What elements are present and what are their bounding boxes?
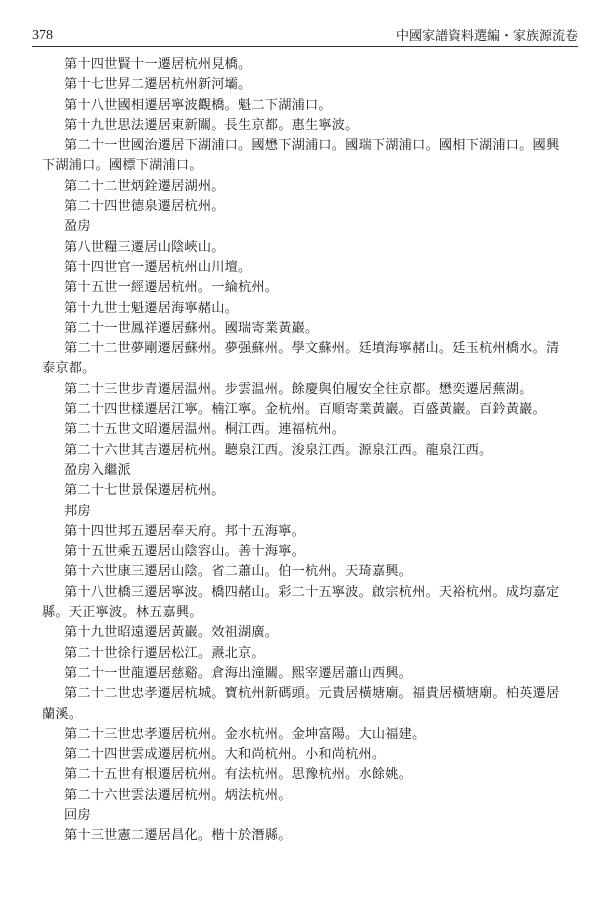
paragraph: 第十五世乘五遷居山陰容山。善十海寧。	[64, 544, 305, 560]
page-header	[32, 22, 578, 44]
paragraph: 第二十五世文昭遷居温州。桐江西。連福杭州。	[64, 422, 346, 438]
paragraph: 第二十一世國治遷居下湖浦口。國懋下湖浦口。國瑞下湖浦口。國相下湖浦口。國興下湖浦口。國標下湖浦口。	[42, 138, 560, 174]
paragraph: 第十九世昭遠遷居黃巖。效祖湖廣。	[64, 625, 279, 641]
body-text	[42, 55, 572, 847]
section-heading: 盈房	[64, 219, 91, 235]
paragraph: 第十三世憲二遷居昌化。楷十於潛縣。	[64, 828, 292, 844]
paragraph: 第十九世士魁遷居海寧赭山。	[64, 300, 239, 316]
paragraph: 第二十一世龍遷居慈谿。倉海出潼關。熙宰遷居蕭山西興。	[64, 665, 413, 681]
paragraph: 第二十五世有根遷居杭州。有法杭州。思豫杭州。水餘姚。	[64, 767, 413, 783]
paragraph: 第二十二世炳銓遷居湖州。	[64, 178, 225, 194]
paragraph: 第二十二世忠孝遷居杭城。寶杭州新碼頭。元貴居橫塘廟。福貴居橫塘廟。柏英遷居蘭溪。	[42, 686, 560, 722]
paragraph: 第二十四世德泉遷居杭州。	[64, 199, 225, 215]
paragraph: 第二十六世雲法遷居杭州。炳法杭州。	[64, 787, 292, 803]
book-title: 中國家譜資料選編・家族源流卷	[395, 29, 578, 44]
paragraph: 第十七世昇二遷居杭州新河壩。	[64, 77, 252, 93]
header-rule	[32, 46, 578, 47]
section-heading: 回房	[64, 807, 91, 823]
paragraph: 第二十一世鳳祥遷居蘇州。國瑞寄業黃巖。	[64, 320, 319, 336]
paragraph: 第十六世康三遷居山陰。省二蕭山。伯一杭州。天琦嘉興。	[64, 564, 413, 580]
paragraph: 第二十世徐行遷居松江。燾北京。	[64, 645, 265, 661]
paragraph: 第十八世國相遷居寧波觀橋。魁二下湖浦口。	[64, 97, 332, 113]
paragraph: 第二十七世景保遷居杭州。	[64, 483, 225, 499]
paragraph: 第十五世一經遷居杭州。一綸杭州。	[64, 280, 279, 296]
paragraph: 第十八世橋三遷居寧波。橋四赭山。彩二十五寧波。啟宗杭州。天裕杭州。成均嘉定縣。天正寧波。林五嘉興。	[42, 584, 560, 621]
paragraph: 第二十二世夢剛遷居蘇州。夢强蘇州。學文蘇州。廷墳海寧赭山。廷玉杭州橋水。清泰京都。	[42, 341, 560, 377]
section-heading: 邦房	[64, 503, 91, 519]
paragraph: 第二十三世步青遷居温州。步雲温州。餘慶與伯履安全往京都。懋奕遷居蕪湖。	[64, 381, 533, 397]
paragraph: 第十四世邦五遷居奉天府。邦十五海寧。	[64, 523, 305, 539]
section-heading: 盈房入繼派	[64, 462, 131, 478]
paragraph: 第二十三世忠孝遷居杭州。金水杭州。金坤富陽。大山福建。	[64, 726, 426, 742]
paragraph: 第二十四世雲成遷居杭州。大和尚杭州。小和尚杭州。	[64, 747, 386, 763]
paragraph: 第十九世思法遷居東新關。長生京都。惠生寧波。	[64, 117, 359, 133]
paragraph: 第二十六世其吉遷居杭州。聽泉江西。浚泉江西。源泉江西。龍泉江西。	[64, 442, 493, 458]
paragraph: 第二十四世樣遷居江寧。楠江寧。金杭州。百順寄業黃巖。百盛黃巖。百鈐黃巖。	[64, 402, 546, 418]
paragraph: 第八世糧三遷居山陰峽山。	[64, 239, 225, 255]
page-number: 378	[32, 28, 53, 43]
paragraph: 第十四世賢十一遷居杭州見橋。	[64, 57, 252, 72]
paragraph: 第十四世官一遷居杭州山川壇。	[64, 259, 252, 275]
